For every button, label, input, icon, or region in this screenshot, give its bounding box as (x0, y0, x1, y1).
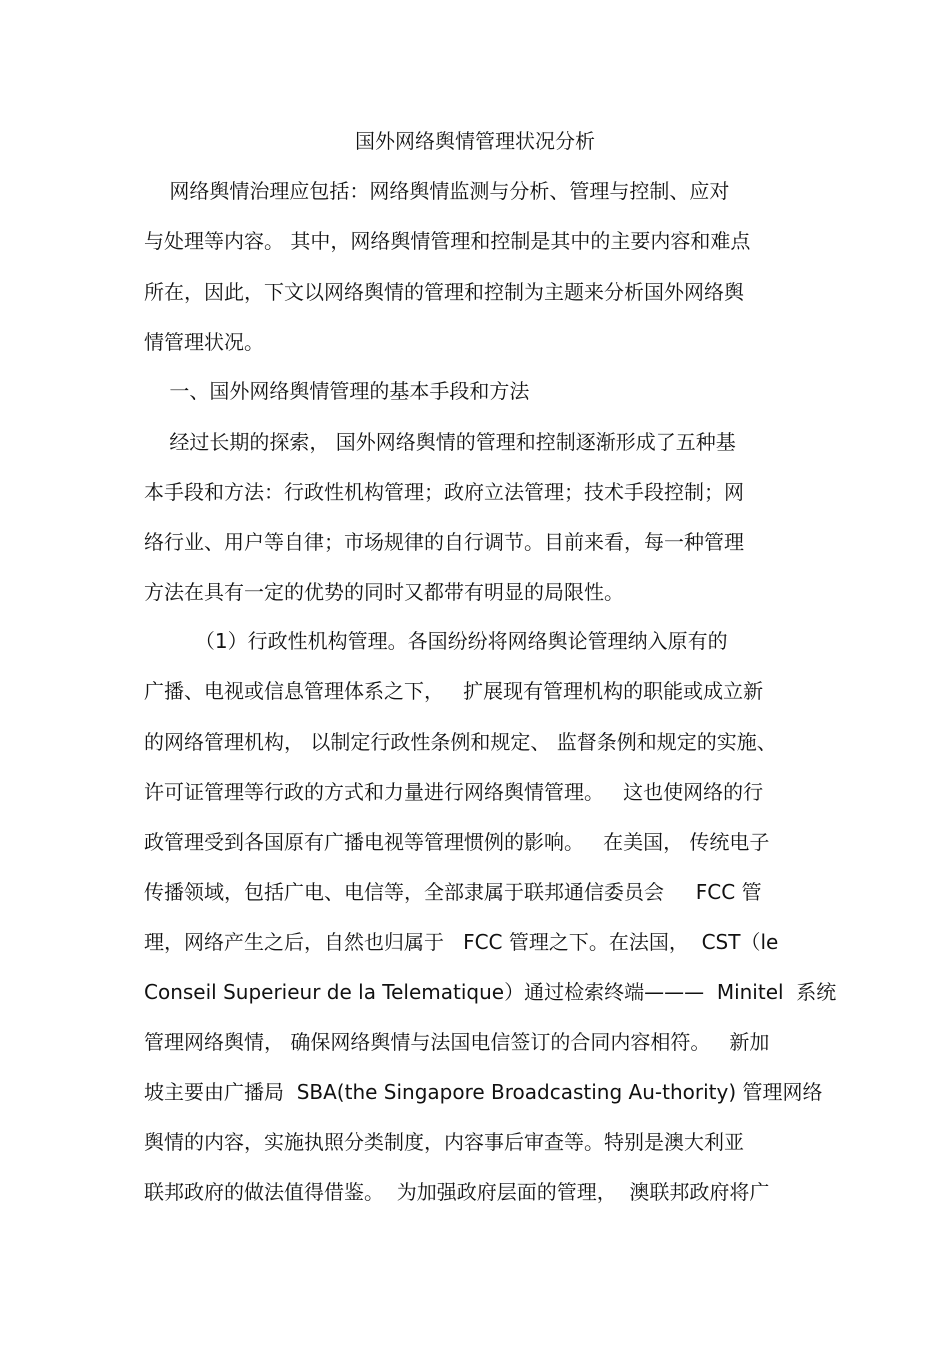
text-line: 联邦政府的做法值得借鉴。 为加强政府层面的管理， 澳联邦政府将广 (144, 1180, 770, 1204)
text-line: 本手段和方法：行政性机构管理；政府立法管理；技术手段控制；网 (144, 480, 744, 504)
text-line: 舆情的内容，实施执照分类制度，内容事后审查等。特别是澳大利亚 (144, 1130, 744, 1154)
text-line: （1）行政性机构管理。各国纷纷将网络舆论管理纳入原有的 (144, 629, 728, 653)
text-line: 网络舆情治理应包括：网络舆情监测与分析、管理与控制、应对 (144, 179, 730, 203)
text-line: 方法在具有一定的优势的同时又都带有明显的局限性。 (144, 580, 624, 604)
page-title: 国外网络舆情管理状况分析 (355, 129, 595, 153)
text-line: Conseil Superieur de la Telematique）通过检索终端——— Minitel 系统 (144, 980, 837, 1004)
text-line: 传播领域，包括广电、电信等，全部隶属于联邦通信委员会 FCC 管 (144, 880, 762, 904)
text-line: 广播、电视或信息管理体系之下， 扩展现有管理机构的职能或成立新 (144, 679, 764, 703)
text-line: 经过长期的探索， 国外网络舆情的管理和控制逐渐形成了五种基 (144, 430, 736, 454)
text-line: 情管理状况。 (144, 330, 264, 354)
text-line: 所在，因此，下文以网络舆情的管理和控制为主题来分析国外网络舆 (144, 280, 744, 304)
text-line: 政管理受到各国原有广播电视等管理惯例的影响。 在美国， 传统电子 (144, 830, 770, 854)
section-heading: 一、国外网络舆情管理的基本手段和方法 (144, 379, 530, 403)
text-line: 许可证管理等行政的方式和力量进行网络舆情管理。 这也使网络的行 (144, 780, 764, 804)
text-line: 与处理等内容。 其中，网络舆情管理和控制是其中的主要内容和难点 (144, 229, 751, 253)
text-line: 络行业、用户等自律；市场规律的自行调节。目前来看，每一种管理 (144, 530, 744, 554)
text-line: 理，网络产生之后，自然也归属于 FCC 管理之下。在法国， CST（le (144, 930, 779, 954)
text-line: 坡主要由广播局 SBA(the Singapore Broadcasting Au-thority) 管理网络 (144, 1080, 823, 1104)
text-line: 管理网络舆情， 确保网络舆情与法国电信签订的合同内容相符。 新加 (144, 1030, 770, 1054)
text-line: 的网络管理机构， 以制定行政性条例和规定、 监督条例和规定的实施、 (144, 730, 777, 754)
